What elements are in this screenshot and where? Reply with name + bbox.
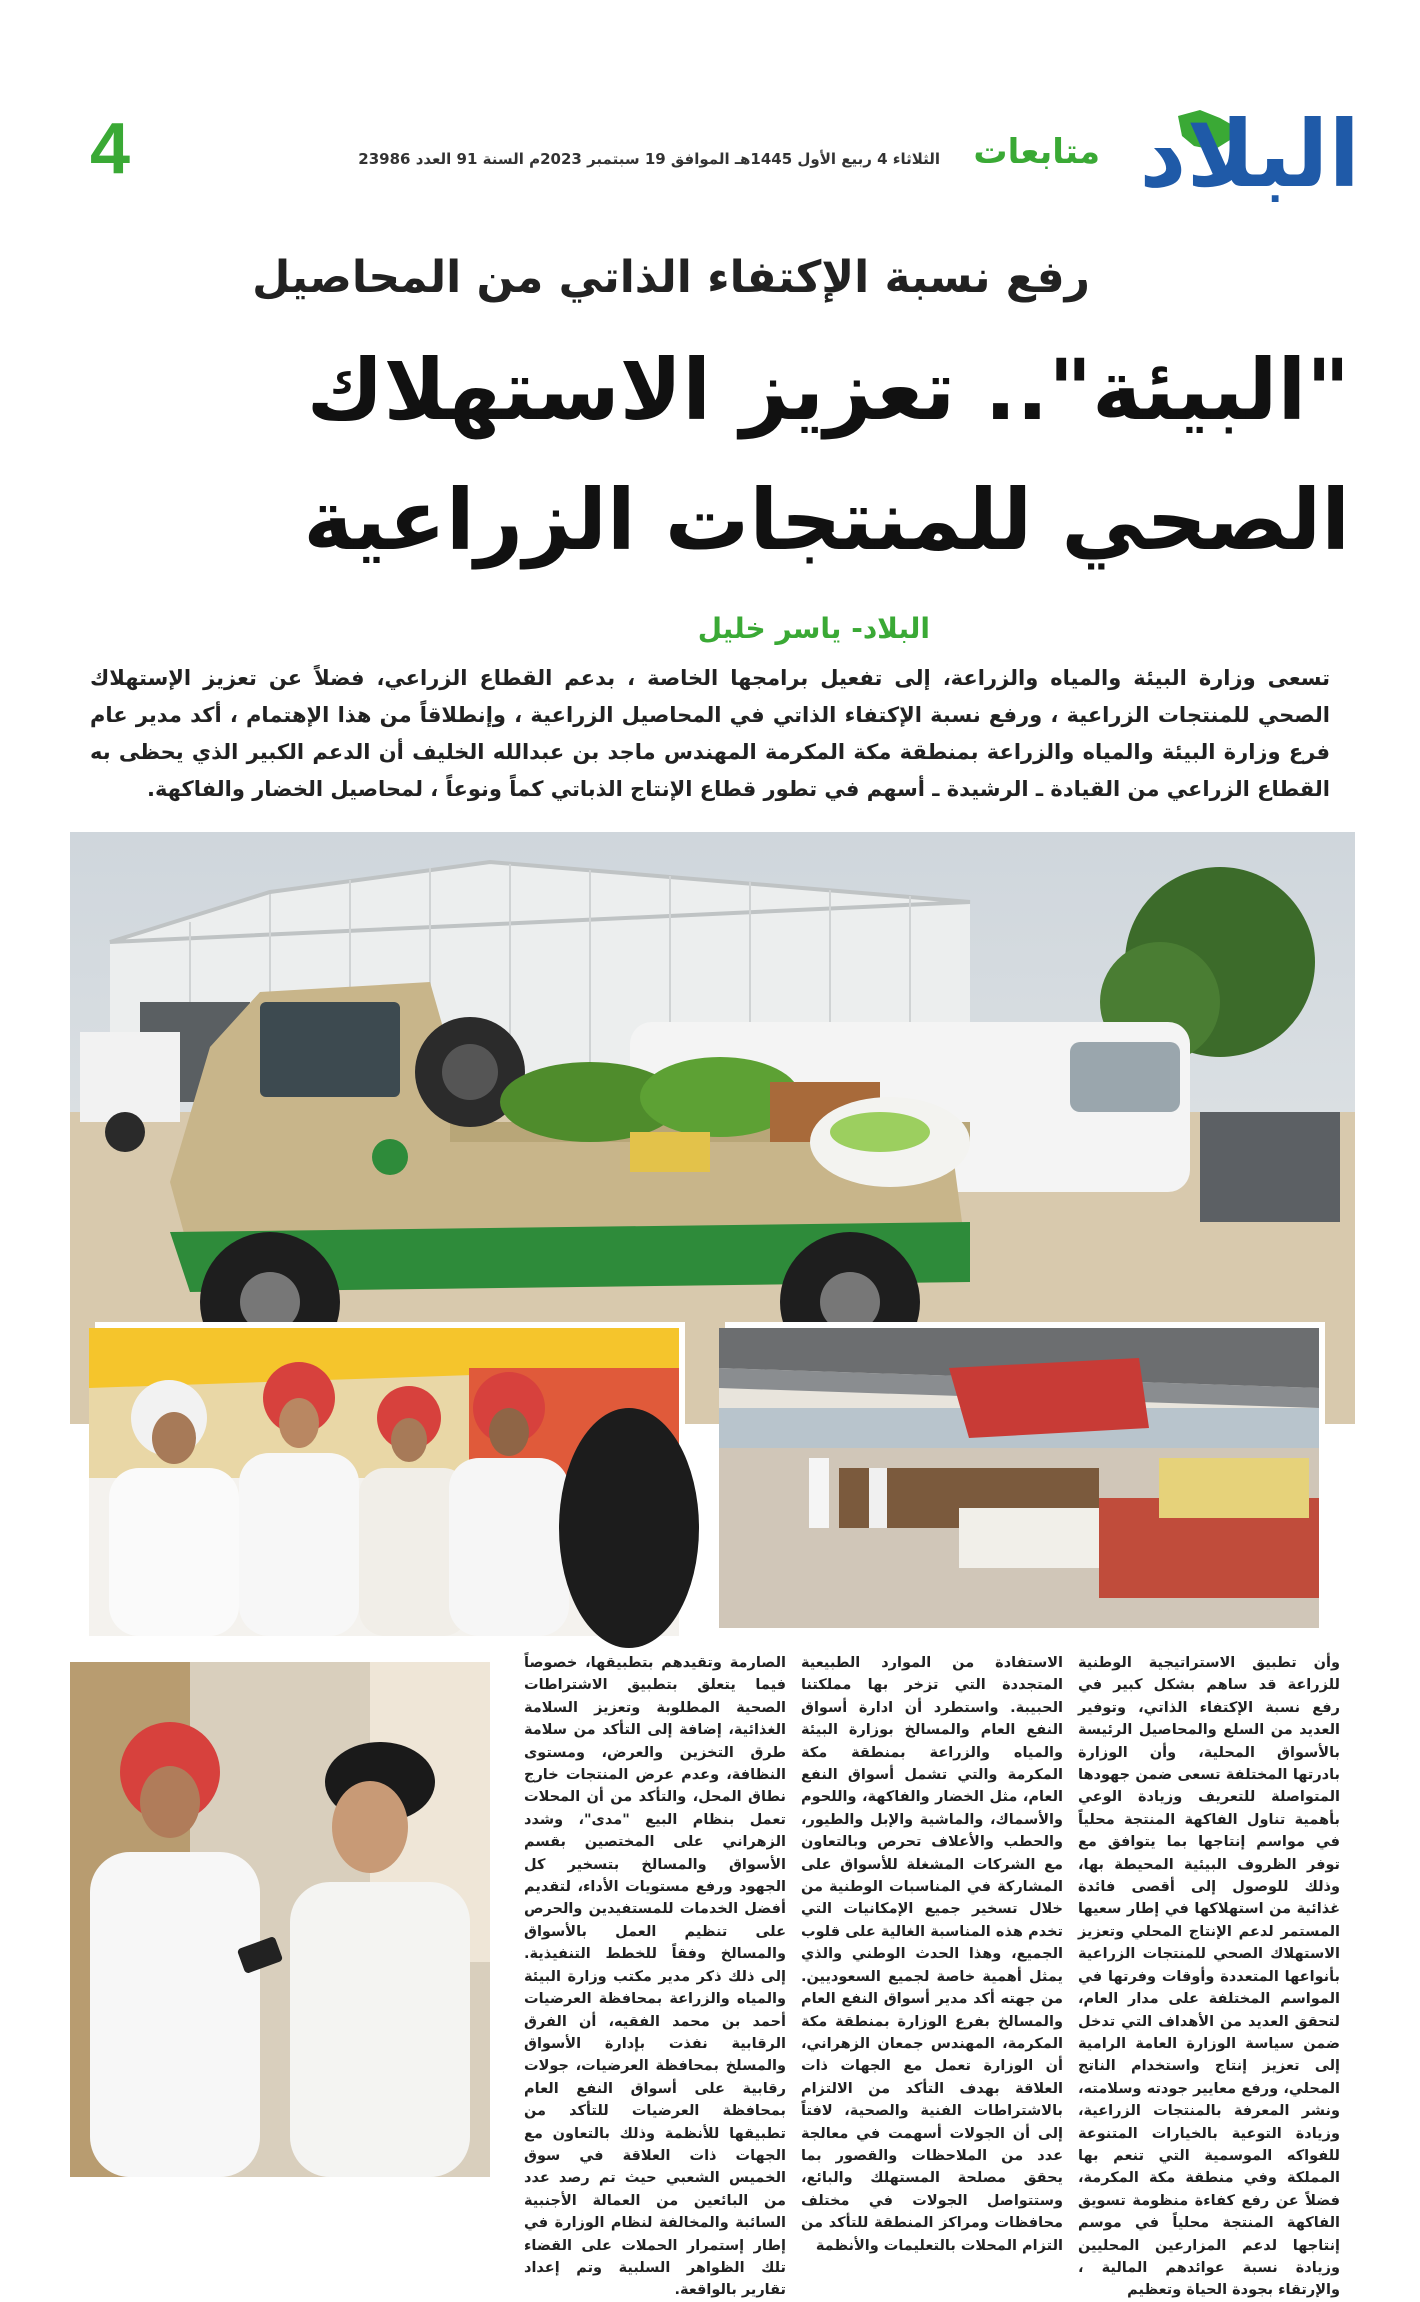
article-column-1: وأن تطبيق الاستراتيجية الوطنية للزراعة قد ساهم بشكل كبير في رفع نسبة الإكتفاء الذاتي، وتوفير العديد من السلع والمحاصيل الرئيسة بالأسواق المحلية، وأن الوزارة بادرتها المختلفة تسعى ضمن جهودها المتواصلة للتعريف وزيادة الوعي بأهمية تناول الفاكهة المنتجة محلياً في مواسم إنتاجها بما يتوافق مع توفر الظروف البيئية المحيطة بها، وذلك للوصول إلى أقصى فائدة غذائية من استهلاكها في إطار سعيها المستمر لدعم الإنتاج المحلي وتعزيز الاستهلاك الصحي للمنتجات الزراعية بأنواعها المتعددة وأوقات وفرتها في المواسم المختلفة على مدار العام، لتحقق العديد من الأهداف التي تدخل ضمن سياسة الوزارة العامة الرامية إلى تعزيز إنتاج واستخدام الناتج المحلي، ورفع معايير جودته وسلامته، ونشر المعرفة بالمنتجات الزراعية، وزيادة التوعية بالخيارات المتنوعة للفواكه الموسمية التي تنعم بها المملكة وفي منطقة مكة المكرمة، فضلاً عن رفع كفاءة منظومة تسويق الفاكهة المنتجة محلياً في موسم إنتاجها لدعم المزارعين المحليين وزيادة نسبة عوائدهم المالية ، والإرتقاء بجودة الحياة وتعظيم xyxy=(1078,1655,1340,2299)
photo-officials xyxy=(95,1322,685,1630)
page-number: 4 xyxy=(90,109,131,189)
newspaper-logo[interactable] xyxy=(1120,100,1360,210)
article-kicker: رفع نسبة الإكتفاء الذاتي من المحاصيل xyxy=(252,252,1090,303)
byline: البلاد- ياسر خليل xyxy=(697,612,930,645)
headline-line-2: الصحي للمنتجات الزراعية xyxy=(303,471,1350,569)
logo-text: البلاد xyxy=(1139,101,1360,208)
issue-dateline: الثلاثاء 4 ربيع الأول 1445هـ الموافق 19 سبتمبر 2023م السنة 91 العدد 23986 xyxy=(358,150,940,168)
headline-line-1: "البيئة".. تعزيز الاستهلاك xyxy=(306,341,1350,439)
article-column-3: الصارمة وتقيدهم بتطبيقها، خصوصاً فيما يتعلق بتطبيق الاشتراطات الصحية المطلوبة وتعزيز السلامة الغذائية، إضافة إلى التأكد من سلامة طرق التخزين والعرض، ومستوى النظافة، وعدم عرض المنتجات خارج نطاق المحل، والتأكد من أن المحلات تعمل بنظام البيع "مدى"، وشدد الزهراني على المختصين بقسم الأسواق والمسالخ بتسخير كل الجهود ورفع مستويات الأداء، لتقديم أفضل الخدمات للمستفيدين والحرص على تنظيم العمل بالأسواق والمسالخ وفقاً للخطط التنفيذية. إلى ذلك ذكر مدير مكتب وزارة البيئة والمياه والزراعة بمحافظة العرضيات أحمد بن محمد الفقيه، أن الفرق الرقابية نفذت بإدارة الأسواق والمسلخ بمحافظة العرضيات، جولات رقابية على أسواق النفع العام بمحافظة العرضيات للتأكد من تطبيقها للأنظمة وذلك بالتعاون مع الجهات ذات العلاقة في سوق الخميس الشعبي حيث تم رصد عدد من البائعين من العمالة الأجنبية السائبة والمخالفة لنظام الوزارة في إطار إستمرار الحملات على القضاء تلك الظواهر السلبية وتم إعداد تقارير بالواقعة. xyxy=(524,1655,786,2299)
photo-inspection xyxy=(70,1662,490,2177)
article-intro: تسعى وزارة البيئة والمياه والزراعة، إلى تفعيل برامجها الخاصة ، بدعم القطاع الزراعي، فضلاً عن تعزيز الإستهلاك الصحي للمنتجات الزراعية ، ورفع نسبة الإكتفاء الذاتي في المحاصيل الزراعية ، وإنطلاقاً من هذا الإهتمام ، أكد مدير عام فرع وزارة البيئة والمياه والزراعة بمنطقة مكة المكرمة المهندس ماجد بن عبدالله الخليف أن الدعم الكبير الذي يحظى به القطاع الزراعي من القيادة ـ الرشيدة ـ أسهم في تطور قطاع الإنتاج الذباتي كماً ونوعاً ، لمحاصيل الخضار والفاكهة. xyxy=(90,666,1330,801)
section-label: متابعات xyxy=(973,132,1100,172)
masthead xyxy=(60,100,1360,210)
article-column-2: الاستفادة من الموارد الطبيعية المتجددة التي تزخر بها مملكتنا الحبيبة. واستطرد أن ادارة أسواق النفع العام والمسالخ بوزارة البيئة والمياه والزراعة بمنطقة مكة المكرمة والتي تشمل أسواق النفع العام، مثل الخضار والفاكهة، واللحوم والأسماك، والماشية والإبل والطيور، والحطب والأعلاف تحرص وبالتعاون مع الشركات المشغلة للأسواق على المشاركة في المناسبات الوطنية من خلال تسخير جميع الإمكانيات التي تخدم هذه المناسبة الغالية على قلوب الجميع، وهذا الحدث الوطني والذي يمثل أهمية خاصة لجميع السعوديين. من جهته أكد مدير أسواق النفع العام والمسالخ بفرع الوزارة بمنطقة مكة المكرمة، المهندس جمعان الزهراني، أن الوزارة تعمل مع الجهات ذات العلاقة بهدف التأكد من الالتزام بالاشتراطات الفنية والصحية، لافتاً إلى أن الجولات أسهمت في معالجة عدد من الملاحظات والقصور بما يحقق مصلحة المستهلك والبائع، وستتواصل الجولات في مختلف محافظات ومراكز المنطقة للتأكد من التزام المحلات بالتعليمات والأنظمة xyxy=(801,1655,1063,2254)
photo-market-stalls xyxy=(725,1322,1325,1622)
